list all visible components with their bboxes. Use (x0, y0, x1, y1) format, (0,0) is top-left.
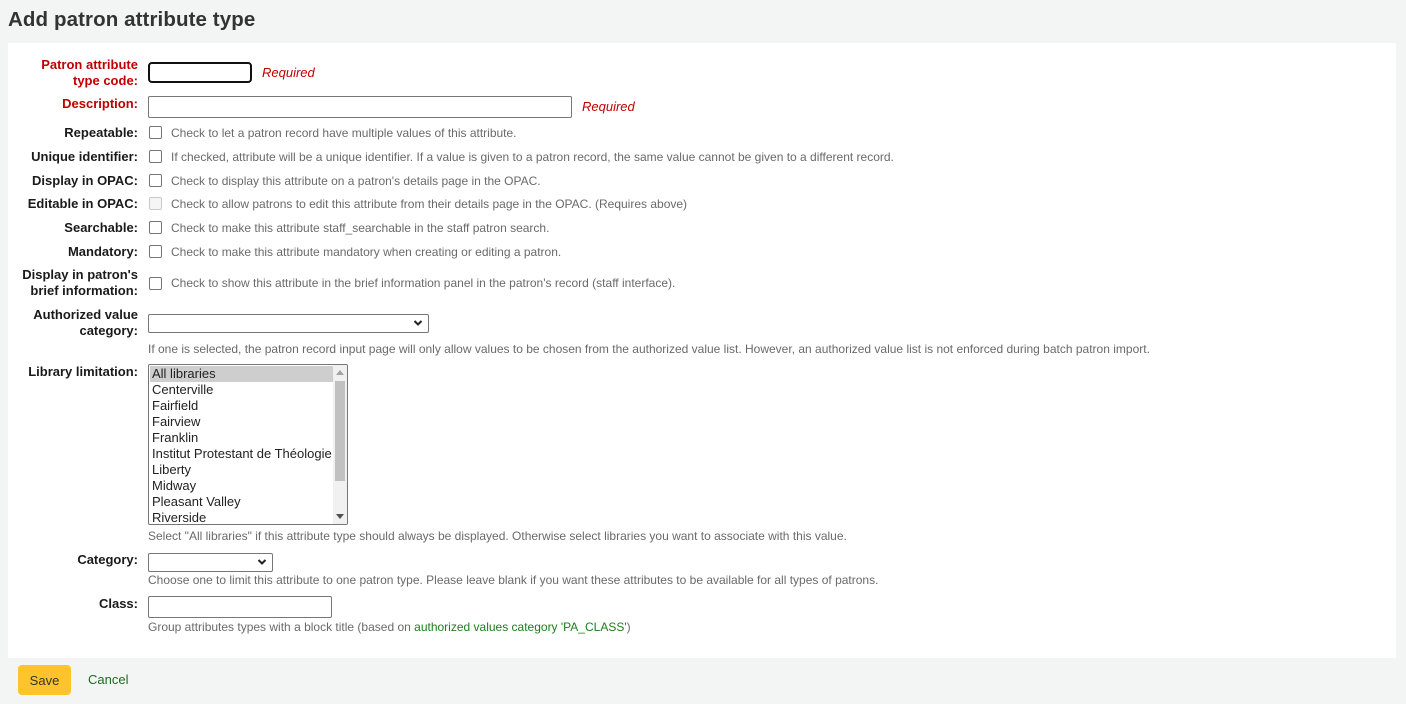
library-limitation-hint: Select "All libraries" if this attribute type should always be displayed. Otherwise select libraries you want to associate with this value. (148, 529, 847, 543)
brief-information-hint: Check to show this attribute in the brief information panel in the patron's record (staff interface). (171, 276, 676, 290)
unique-identifier-hint: If checked, attribute will be a unique identifier. If a value is given to a patron record, the same value cannot be given to a different record. (171, 150, 894, 164)
authorized-value-category-label-line2: category: (79, 323, 138, 338)
authorized-value-category-label-line1: Authorized value (33, 307, 138, 322)
editable-opac-checkbox[interactable] (149, 197, 162, 210)
cancel-link[interactable]: Cancel (88, 672, 129, 687)
scroll-down-arrow-icon[interactable] (336, 514, 344, 519)
category-select-wrap (148, 553, 273, 572)
mandatory-label: Mandatory: (67, 244, 138, 259)
category-select[interactable] (148, 553, 273, 572)
unique-identifier-label: Unique identifier: (31, 149, 138, 164)
page-title: Add patron attribute type (8, 8, 256, 31)
code-label-line2: type code: (72, 73, 138, 88)
library-limitation-listbox[interactable] (148, 364, 348, 525)
library-listbox-scrollbar[interactable] (333, 365, 347, 524)
scrollbar-thumb[interactable] (335, 381, 345, 481)
class-input[interactable] (148, 596, 332, 618)
class-hint-link: authorized values category 'PA_CLASS' (414, 620, 627, 634)
library-option[interactable]: All libraries (150, 366, 333, 382)
searchable-checkbox[interactable] (149, 221, 162, 234)
authorized-value-category-select[interactable] (148, 314, 429, 333)
form-panel (8, 43, 1396, 658)
library-option[interactable]: Pleasant Valley (152, 494, 241, 509)
code-input[interactable] (148, 62, 252, 83)
brief-information-label-line2: brief information: (30, 283, 138, 298)
searchable-label: Searchable: (64, 220, 138, 235)
library-option[interactable]: Midway (152, 478, 197, 493)
category-label: Category: (77, 552, 138, 567)
library-option[interactable]: Institut Protestant de Théologie (152, 446, 332, 461)
mandatory-hint: Check to make this attribute mandatory when creating or editing a patron. (171, 245, 562, 259)
description-required-note: Required (582, 99, 635, 114)
library-option[interactable]: Fairfield (152, 398, 199, 413)
mandatory-checkbox[interactable] (149, 245, 162, 258)
editable-opac-hint: Check to allow patrons to edit this attribute from their details page in the OPAC. (Requires above) (171, 197, 688, 211)
brief-information-label-line1: Display in patron's (22, 267, 138, 282)
authorized-value-category-select-wrap (148, 314, 429, 333)
class-hint (148, 620, 631, 634)
repeatable-hint: Check to let a patron record have multiple values of this attribute. (171, 126, 517, 140)
class-hint-prefix: Group attributes types with a block title (based on (148, 620, 415, 634)
editable-opac-label: Editable in OPAC: (27, 196, 138, 211)
code-label (10, 57, 138, 89)
class-hint-suffix: ) (626, 620, 631, 634)
unique-identifier-checkbox[interactable] (149, 150, 162, 163)
description-input[interactable] (148, 96, 572, 118)
display-opac-hint: Check to display this attribute on a patron's details page in the OPAC. (171, 174, 541, 188)
display-opac-label: Display in OPAC: (32, 173, 138, 188)
library-option[interactable]: Centerville (152, 382, 214, 397)
class-label: Class: (98, 596, 138, 611)
scroll-up-arrow-icon[interactable] (336, 370, 344, 375)
searchable-hint: Check to make this attribute staff_searchable in the staff patron search. (171, 221, 550, 235)
library-option[interactable]: Fairview (152, 414, 201, 429)
brief-information-label (10, 267, 138, 299)
display-opac-checkbox[interactable] (149, 174, 162, 187)
description-label: Description: (62, 96, 138, 111)
library-limitation-label: Library limitation: (28, 364, 138, 379)
code-required-note: Required (262, 65, 315, 80)
library-option[interactable]: Riverside (152, 510, 207, 525)
authorized-value-category-label (10, 307, 138, 339)
repeatable-checkbox[interactable] (149, 126, 162, 139)
library-option[interactable]: Franklin (152, 430, 199, 445)
brief-information-checkbox[interactable] (149, 277, 162, 290)
save-button[interactable]: Save (18, 665, 71, 695)
code-label-line1: Patron attribute (41, 57, 138, 72)
category-hint: Choose one to limit this attribute to one patron type. Please leave blank if you want these attributes to be available for all types of patrons. (148, 573, 879, 587)
repeatable-label: Repeatable: (64, 125, 138, 140)
library-option[interactable]: Liberty (152, 462, 192, 477)
authorized-value-category-hint: If one is selected, the patron record input page will only allow values to be chosen from the authorized value list. However, an authorized value list is not enforced during batch patron import. (148, 342, 1150, 356)
